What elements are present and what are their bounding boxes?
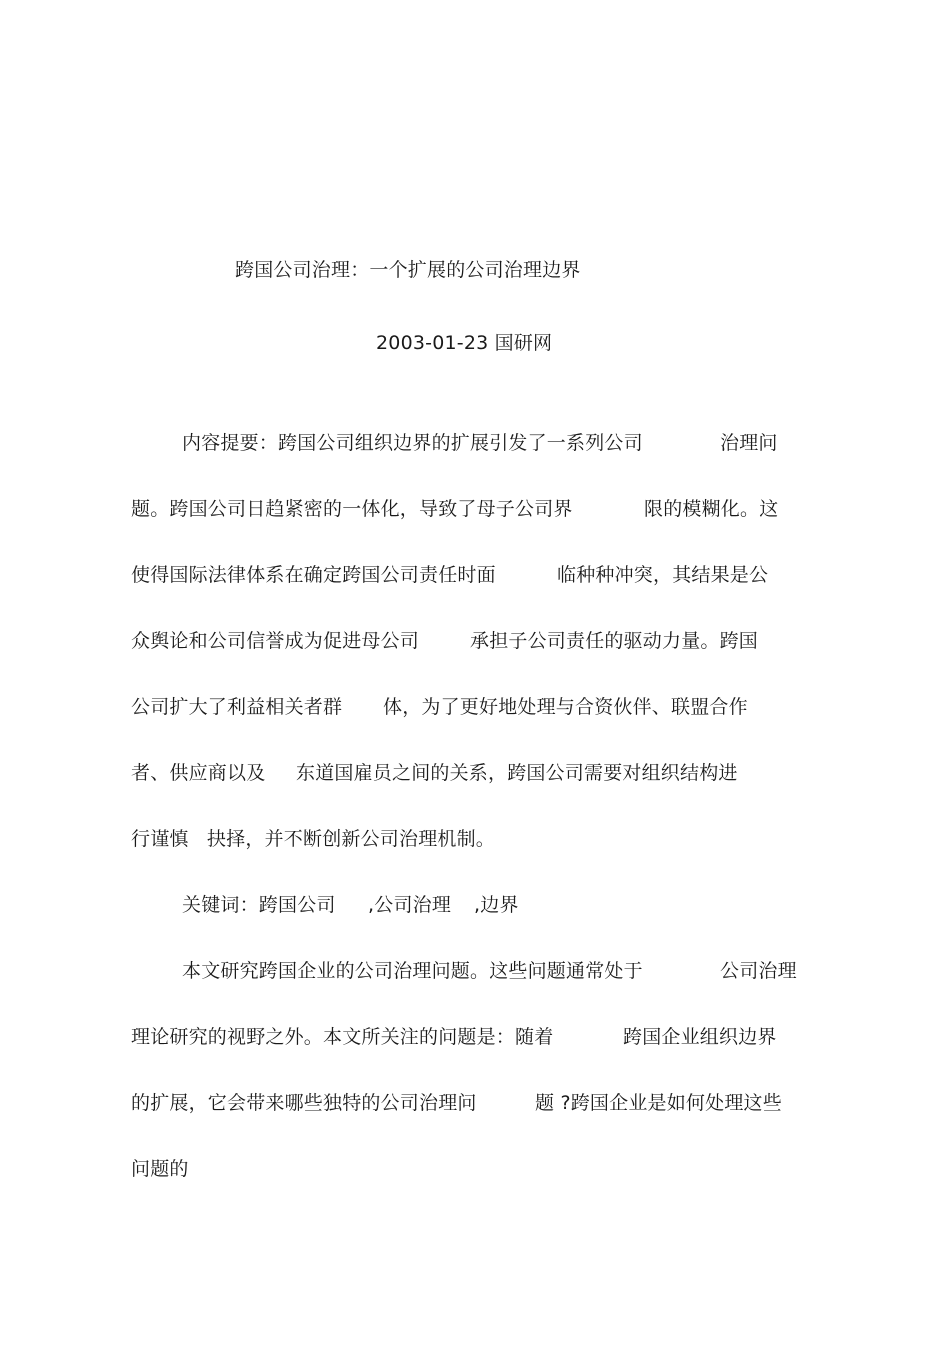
abstract-line-part: 承担子公司责任的驱动力量。跨国 (470, 630, 759, 652)
document-title: 跨国公司治理：一个扩展的公司治理边界 (235, 259, 581, 281)
body-line-part: 跨国企业组织边界 (623, 1026, 777, 1048)
abstract-line-part: 临种种冲突，其结果是公 (557, 564, 769, 586)
document-byline: 2003-01-23 国研网 (376, 332, 553, 354)
body-line-part: 本文研究跨国企业的公司治理问题。这些问题通常处于 (182, 960, 643, 982)
abstract-line-part: 抉择，并不断创新公司治理机制。 (207, 828, 496, 850)
body-line-part: 的扩展，它会带来哪些独特的公司治理问 (131, 1092, 477, 1114)
abstract-line-part: 使得国际法律体系在确定跨国公司责任时面 (131, 564, 496, 586)
abstract-line-part: 限的模糊化。这 (644, 498, 779, 520)
abstract-line-part: 公司扩大了利益相关者群 (131, 696, 343, 718)
keyword-item: ,边界 (474, 894, 519, 916)
body-line-part: 问题的 (131, 1158, 189, 1180)
abstract-line-part: 者、供应商以及 (131, 762, 266, 784)
abstract-line-part: 东道国雇员之间的关系，跨国公司需要对组织结构进 (296, 762, 738, 784)
body-line-part: 题 ?跨国企业是如何处理这些 (535, 1092, 782, 1114)
body-line-part: 公司治理 (720, 960, 797, 982)
abstract-line-part: 众舆论和公司信誉成为促进母公司 (131, 630, 420, 652)
abstract-line-part: 体，为了更好地处理与合资伙伴、联盟合作 (383, 696, 748, 718)
abstract-line-part: 治理问 (720, 432, 778, 454)
keyword-item: ,公司治理 (368, 894, 452, 916)
keywords-label: 关键词：跨国公司 (182, 894, 336, 916)
body-line-part: 理论研究的视野之外。本文所关注的问题是：随着 (131, 1026, 554, 1048)
abstract-line-part: 题。跨国公司日趋紧密的一体化，导致了母子公司界 (131, 498, 573, 520)
abstract-line-part: 内容提要：跨国公司组织边界的扩展引发了一系列公司 (182, 432, 643, 454)
abstract-line-part: 行谨慎 (131, 828, 189, 850)
